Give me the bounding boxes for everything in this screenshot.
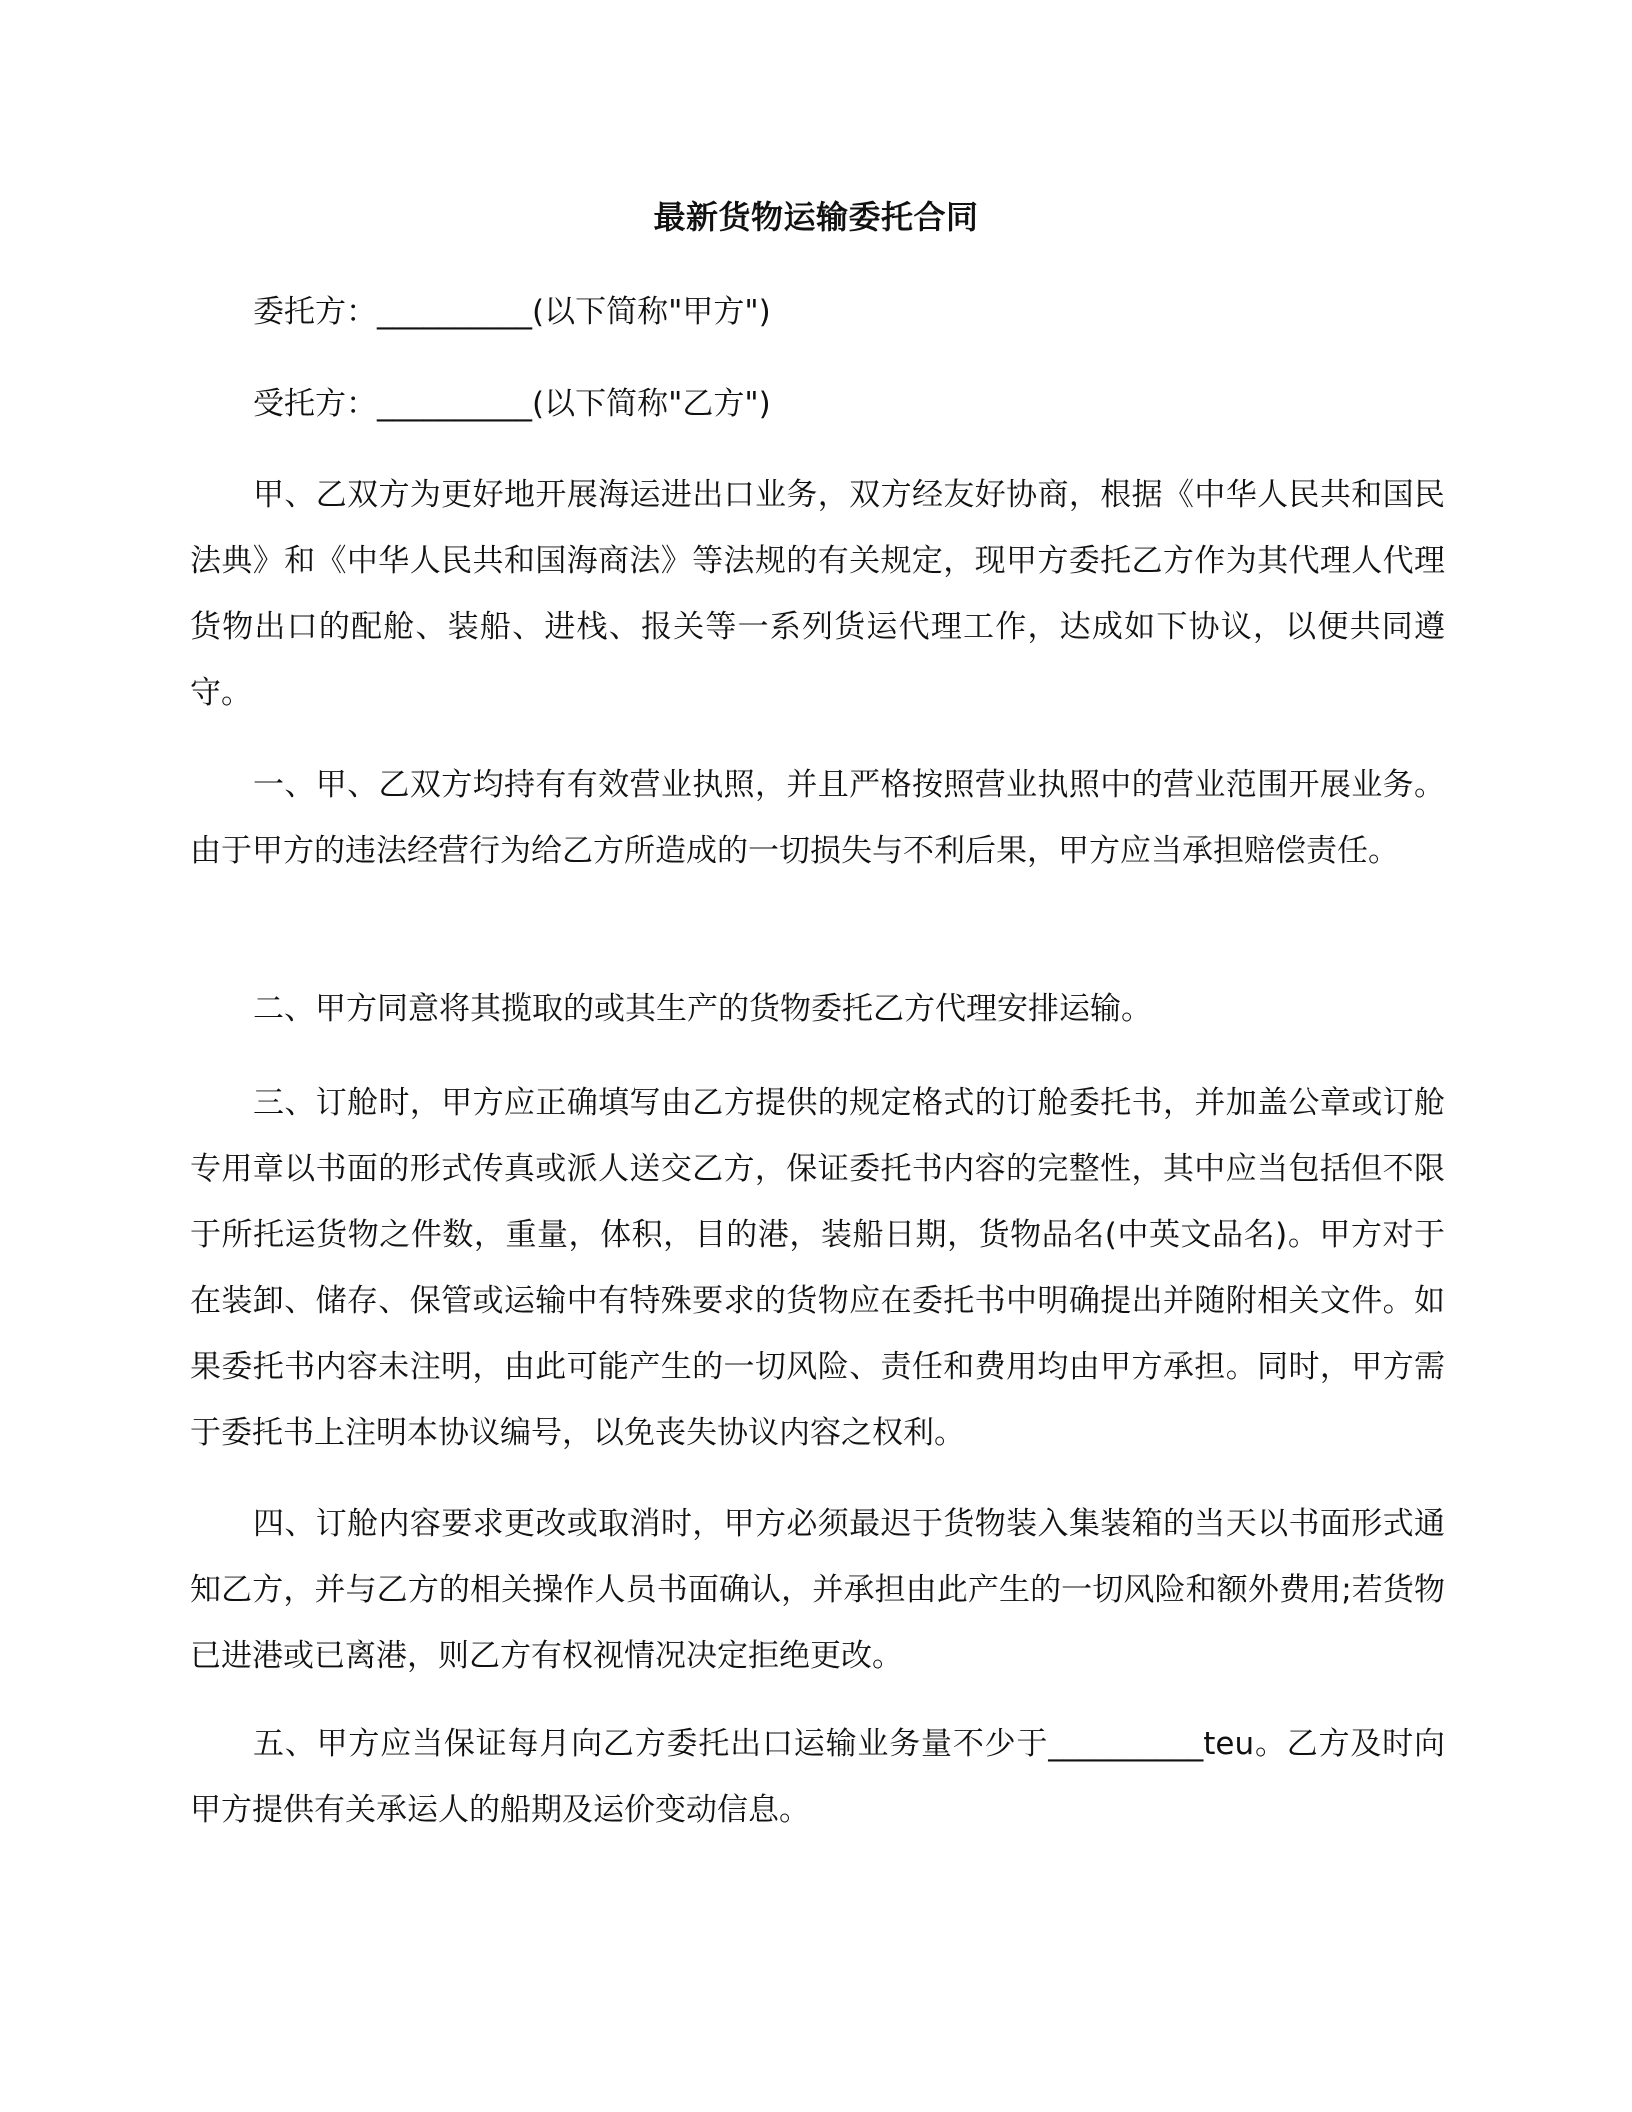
party-a-line: 委托方：__________(以下简称"甲方"): [253, 294, 771, 330]
paragraph-clause-4: 四、订舱内容要求更改或取消时，甲方必须最迟于货物装入集装箱的当天以书面形式通知乙方，并与乙方的相关操作人员书面确认，并承担由此产生的一切风险和额外费用;若货物已进港或已离港，则乙方有权视情况决定拒绝更改。: [190, 1506, 1445, 1674]
party-b-line: 受托方：__________(以下简称"乙方"): [253, 386, 771, 422]
paragraph-clause-3: 三、订舱时，甲方应正确填写由乙方提供的规定格式的订舱委托书，并加盖公章或订舱专用章以书面的形式传真或派人送交乙方，保证委托书内容的完整性，其中应当包括但不限于所托运货物之件数，重量，体积，目的港，装船日期，货物品名(中英文品名)。甲方对于在装卸、储存、保管或运输中有特殊要求的货物应在委托书中明确提出并随附相关文件。如果委托书内容未注明，由此可能产生的一切风险、责任和费用均由甲方承担。同时，甲方需于委托书上注明本协议编号，以免丧失协议内容之权利。: [190, 1085, 1445, 1451]
paragraph-clause-5: 五、甲方应当保证每月向乙方委托出口运输业务量不少于__________teu。乙方及时向甲方提供有关承运人的船期及运价变动信息。: [190, 1726, 1445, 1828]
paragraph-preamble: 甲、乙双方为更好地开展海运进出口业务，双方经友好协商，根据《中华人民共和国民法典》和《中华人民共和国海商法》等法规的有关规定，现甲方委托乙方作为其代理人代理货物出口的配舱、装船、进栈、报关等一系列货运代理工作，达成如下协议，以便共同遵守。: [190, 477, 1445, 711]
document-title: 最新货物运输委托合同: [653, 198, 979, 236]
paragraph-clause-2: 二、甲方同意将其揽取的或其生产的货物委托乙方代理安排运输。: [253, 991, 1152, 1027]
paragraph-clause-1: 一、甲、乙双方均持有有效营业执照，并且严格按照营业执照中的营业范围开展业务。由于甲方的违法经营行为给乙方所造成的一切损失与不利后果，甲方应当承担赔偿责任。: [190, 767, 1445, 869]
